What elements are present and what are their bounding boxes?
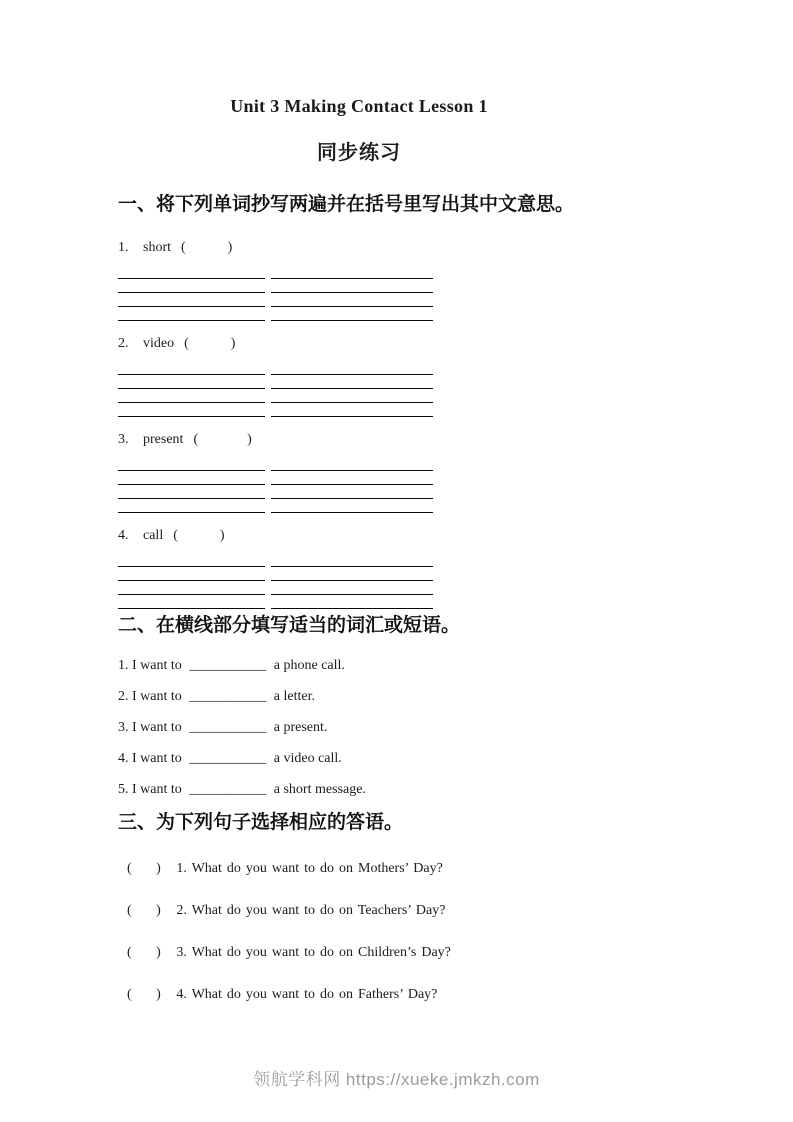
sentence-suffix: a video call.: [273, 751, 342, 766]
word-label: short: [143, 240, 171, 255]
answer-brackets: ( ): [127, 987, 161, 1002]
writing-line: [271, 402, 433, 416]
copy-grid-4: [118, 566, 600, 610]
sentence-suffix: a letter.: [273, 689, 315, 704]
writing-line: [118, 594, 265, 608]
writing-line: [271, 512, 433, 514]
blank-line: ___________: [189, 689, 267, 704]
writing-lines-right: [271, 566, 433, 610]
writing-lines-right: [271, 374, 433, 418]
writing-line: [271, 320, 433, 322]
fill-item-3: [118, 719, 600, 736]
writing-line: [118, 498, 265, 512]
writing-line: [271, 278, 433, 292]
writing-line: [271, 484, 433, 498]
copy-grid-1: [118, 278, 600, 322]
writing-line: [118, 374, 265, 388]
watermark-site-link: 领航学科网 https://xueke.jmkzh.com: [253, 1070, 540, 1089]
writing-line: [271, 374, 433, 388]
writing-line: [118, 402, 265, 416]
writing-line: [118, 608, 265, 610]
blank-line: ___________: [189, 658, 267, 673]
writing-lines-left: [118, 470, 265, 514]
writing-line: [271, 566, 433, 580]
answer-brackets: ( ): [127, 861, 161, 876]
writing-line: [271, 470, 433, 484]
writing-line: [118, 484, 265, 498]
question-text: 4. What do you want to do on Fathers’ Day?: [176, 987, 438, 1002]
writing-line: [271, 498, 433, 512]
writing-line: [271, 608, 433, 610]
blank-line: ___________: [189, 720, 267, 735]
page-title: Unit 3 Making Contact Lesson 1: [230, 96, 488, 116]
item-number: 1.: [118, 240, 129, 255]
meaning-brackets: ( ): [184, 336, 236, 351]
writing-line: [271, 594, 433, 608]
question-text: 2. What do you want to do on Teachers’ Day?: [176, 903, 446, 918]
choice-item-4: [118, 986, 600, 1003]
section-3-heading: 三、为下列句子选择相应的答语。: [118, 812, 404, 833]
writing-line: [118, 512, 265, 514]
writing-line: [271, 306, 433, 320]
writing-line: [118, 292, 265, 306]
section-1-heading: 一、将下列单词抄写两遍并在括号里写出其中文意思。: [118, 194, 575, 215]
sentence-prefix: 2. I want to: [118, 689, 182, 704]
sentence-prefix: 5. I want to: [118, 782, 182, 797]
question-text: 1. What do you want to do on Mothers’ Day?: [176, 861, 443, 876]
answer-brackets: ( ): [127, 903, 161, 918]
copy-grid-2: [118, 374, 600, 418]
writing-line: [271, 388, 433, 402]
sentence-suffix: a short message.: [273, 782, 366, 797]
writing-line: [118, 416, 265, 418]
blank-line: ___________: [189, 751, 267, 766]
word-item-2: [118, 335, 600, 352]
word-item-4: [118, 527, 600, 544]
writing-lines-right: [271, 278, 433, 322]
meaning-brackets: ( ): [181, 240, 233, 255]
word-label: video: [143, 336, 175, 351]
writing-lines-left: [118, 374, 265, 418]
question-text: 3. What do you want to do on Children’s Day?: [176, 945, 451, 960]
word-item-3: [118, 431, 600, 448]
sentence-prefix: 4. I want to: [118, 751, 182, 766]
blank-line: ___________: [189, 782, 267, 797]
fill-item-2: [118, 688, 600, 705]
sentence-suffix: a phone call.: [273, 658, 345, 673]
meaning-brackets: ( ): [193, 432, 252, 447]
writing-line: [118, 320, 265, 322]
answer-brackets: ( ): [127, 945, 161, 960]
writing-line: [118, 470, 265, 484]
writing-line: [271, 416, 433, 418]
writing-line: [118, 278, 265, 292]
fill-item-5: [118, 781, 600, 798]
writing-line: [118, 566, 265, 580]
sentence-suffix: a present.: [273, 720, 328, 735]
item-number: 3.: [118, 432, 129, 447]
sentence-prefix: 3. I want to: [118, 720, 182, 735]
choice-item-3: [118, 944, 600, 961]
word-label: present: [143, 432, 184, 447]
sentence-prefix: 1. I want to: [118, 658, 182, 673]
writing-lines-left: [118, 566, 265, 610]
copy-grid-3: [118, 470, 600, 514]
worksheet-content: [118, 0, 600, 1003]
writing-line: [118, 388, 265, 402]
item-number: 2.: [118, 336, 129, 351]
page-subtitle: 同步练习: [317, 142, 401, 164]
writing-line: [118, 580, 265, 594]
writing-lines-left: [118, 278, 265, 322]
fill-item-1: [118, 657, 600, 674]
word-item-1: [118, 239, 600, 256]
word-label: call: [143, 528, 164, 543]
choice-item-2: [118, 902, 600, 919]
item-number: 4.: [118, 528, 129, 543]
fill-item-4: [118, 750, 600, 767]
writing-line: [118, 306, 265, 320]
meaning-brackets: ( ): [173, 528, 225, 543]
writing-lines-right: [271, 470, 433, 514]
writing-line: [271, 292, 433, 306]
section-2-heading: 二、在横线部分填写适当的词汇或短语。: [118, 615, 461, 636]
writing-line: [271, 580, 433, 594]
choice-item-1: [118, 860, 600, 877]
